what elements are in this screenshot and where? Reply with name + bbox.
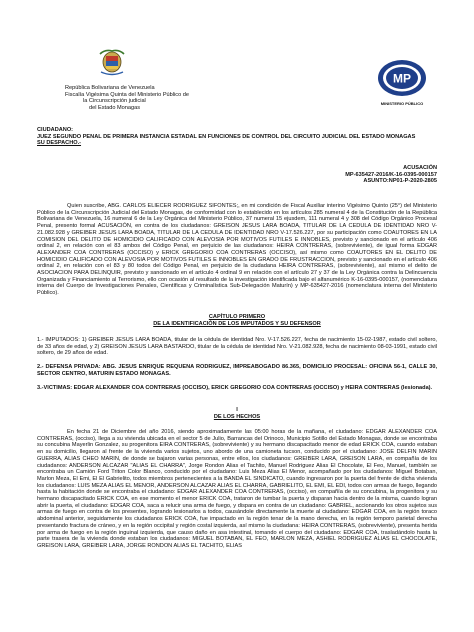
mp-number: MP-635427-2016/K-16-0395-000157	[345, 171, 437, 178]
logo-caption: MINISTERIO PÚBLICO	[380, 101, 424, 106]
coat-of-arms-icon	[97, 46, 127, 76]
defensa-paragraph: 2.- DEFENSA PRIVADA: ABG. JESUS ENRIQUE REQUENA RODRIGUEZ, IMPREABOGADO 86.365, DOMICILIO PROCESAL: OFICINA 56-1, CALLE 30, SECTOR CENTRO, MATURIN ESTADO MONAGAS.	[37, 364, 437, 377]
institution-line: la Circunscripción judicial	[83, 98, 146, 105]
addressee-block	[37, 127, 437, 147]
document-type: ACUSACIÓN	[403, 165, 437, 171]
section-title: DE LOS HECHOS	[213, 414, 261, 420]
institution-line: del Estado Monagas	[89, 104, 140, 111]
chapter-subtitle: DE LA IDENTIFICACIÓN DE LOS IMPUTADOS Y SU DEFENSOR	[153, 321, 321, 327]
chapter-title: CAPÍTULO PRIMERO	[208, 314, 266, 320]
institution-line: Fiscalía Vigésima Quinta del Ministerio Público de	[65, 91, 189, 98]
addressee-title: CIUDADANO:	[37, 127, 74, 133]
logo-letters: MP	[393, 71, 411, 86]
victimas-paragraph: 3.-VICTIMAS: EDGAR ALEXANDER COA CONTRERAS (OCCISO), ERICK GREGORIO COA CONTRERAS (OCCISO) y HEIRA CONTRERAS (lesionada).	[37, 385, 433, 391]
ministerio-publico-logo-icon	[376, 58, 428, 98]
institution-line: República Bolivariana de Venezuela	[65, 85, 155, 91]
section-numeral: I	[236, 407, 238, 413]
reference-block	[37, 165, 437, 185]
intro-paragraph: Quien suscribe, ABG. CARLOS ELIECER RODRIGUEZ SIFONTES;, en mi condición de Fiscal Auxiliar interino Vigésimo Quinto (25°) del Ministerio Público de la Circunscripción Judicial del Estado Monagas, de conformidad con lo establecido en los artículos 285 numeral 4 de la Constitución de la República Bolivariana de Venezuela, 16 numeral 6 de la Ley Orgánica del Ministerio Público, 37 numeral 15 ejusdem, 111 numeral 4 y 308 del Código Orgánico Procesal Penal, presento formal ACUSACIÓN, en contra de los ciudadanos: GREISON JESUS LARA BOADA, TITULAR DE LA CEDULA DE IDENTIDAD NRO V-21.082.928 y GREIBER JESUS LARA BOADA, TITULAR DE LA CEDULA DE IDENTIDAD NRO V-17.526.227, por su participación como COAUTORES EN LA COMISION DEL DELITO DE HOMICIDIO CALIFICADO CON ALEVOSIA POR MOTIVOS FUTILES E INNOBLES, previsto y sancionado en el artículo 406 ordinal 2, en relación con el 83 ambos del Código Penal, en perjuicio de las ciudadanos: HEIRA CONTRERAS, (sobreviviente), de igual forma EDGAR ALEXANDER COA CONTRERAS (OCCISO) y ERICK GREGORIO COA CONTRERAS (OCCISO), así mismo como COAUTORES EN EL DELITO DE HOMICIDIO CALIFICADO CON ALEVOSIA POR MOTIVOS FUTILES E INNOBLES EN GRADO DE FRUSTRACCION, previsto y sancionado en el artículo 406 ordinal 2, en relación con el 83 y 80 todos del Código Penal, en perjuicio de la ciudadana HEIRA CONTRERAS, (sobreviviente), así mismo el delito de ASOCIACION PARA DELINQUIR, previsto y sancionado en el artículo 4 ordinal 9 en relación con el artículo 27 y 37 de la Ley Orgánica contra la Delincuencia Organizada y Financiamiento al Terrorismo, ello con ocasión al resultado de la investigación identificada bajo el alfanumérico K-16-0395-000157, (nomenclatura interna del Cuerpo de Investigaciones Penales, Científicas y Criminalística Sub-Delegación Maturín) y MP-635427-2016 (nomenclatura interna del Ministerio Público).	[37, 203, 437, 297]
imputados-paragraph: 1.- IMPUTADOS: 1) GREIBER JESUS LARA BOADA, titular de la cédula de identidad Nro. V-17.526.227, fecha de nacimiento 15-02-1987, estado civil soltero, de 33 años de edad, y 2) GREISON JESUS LARA BASTARDO, titular de la cédula de identidad Nro. V-21.082.928, fecha de nacimiento 08-03-1991, estado civil soltero, de 29 años de edad.	[37, 337, 437, 357]
institution-header	[65, 85, 285, 111]
hechos-paragraph: En fecha 21 de Diciembre del año 2016, siendo aproximadamente las 05:00 horas de la mañana, el ciudadano: EDGAR ALEXANDER COA CONTRERAS, (occiso), llega a su vivienda ubicada en el sector 5 de Julio, Barrancas del Orinoco, Municipio Sotillo del Estado Monagas, donde se encontraba su concubina Mayerlin Gonzalez, su progenitora EIRA CONTRERAS, (sobreviviente) y su hermano discapacitado menor de edad ERICK COA, cuando estaban en su domicilio, llegaron al frente de la vivienda varios sujetos, uno abordo de una camioneta tucson, conducido por el ciudadano: JOSE DELFIN MARIN GUERRA, ALIAS CHEO MARIN, de donde se bajaron varias personas, entre ellos, los ciudadanos: GREIBER LARA, GREISON LARA, en compañía de los ciudadanos: ANDERSON ALCAZAR "ALIAS EL CHARRA", Jorge Rondon Alias el Tachito, Manuel Rodriguez Alias El Chocolate, El Feo, Manuel, también se encontraba un Camión Ford Triton Color Blanco, conducido por el ciudadano: Luis Meza Alias El Menor, acompañado por los ciudadanos: Miguel Botaban, Marlon Meza, El Emi, El El Gabrielito, todos miembros pertenecientes a la BANDA EL SINDICATO, cuando ingresaron por la puerta del frente de dicha vivienda los ciudadanos: LUIS MEZA ALIAS EL MENOR, ANDERSON ALCAZAR ALIAS EL CHARRA, GABRIELITO, EL EMI, EL EDI, todos con armas de fuego, llegando hasta la habitación donde se encontraba el ciudadano: EDGAR ALEXANDER COA CONTRERAS, (occiso), en compañía de su concubina, la progenitora y su hermano discapacitado ERICK COA, en ese momento el menor ERICK COA, trataron de tumbar la puerta y disparan hacia dentro de la misma, cuando logran abrir la puerta, el ciudadano: EDGAR COA, saca a relucir una arma de fuego, y dispara en contra de un ciudadano: GABRIEL, accionando los otros sujetos sus armas de fuego en contra de los presentes, logrando lesionarlos a todos, causándole directamente la muerte al ciudadano: EDGAR COA, en la región toraco abdominal anterior, seguidamente los ciudadanos ERICK COA, fue impactado en la región tenar de la mano derecha, en la región temporo parietal derecha presentando fractura de cráneo, y en la región occipital y región costal izquierda, así mismo la ciudadana: HEIRA CONTRERAS, (sobreviviente), presenta herida por arma de fuego en la región inguinal izquierda, que causo daño en asa intestinal, tomando el cuerpo del ciudadano: EDGAR COA, trasladándolo hasta la parte trasera de la vivienda donde estaban los ciudadanos: MIGUEL BOTABAN, EL FEO, MARLON MEZA, ASHIEL RODRIGUEZ ALIAS EL CHOCOLATE, GREISON LARA, GREIBER LARA, JORGE RONDON ALIAS EL TACHITO, ELIAS	[37, 429, 437, 549]
asunto-number: ASUNTO:NP01-P-2020-2805	[363, 178, 437, 185]
addressee-court: JUEZ SEGUNDO PENAL DE PRIMERA INSTANCIA ESTADAL EN FUNCIONES DE CONTROL DEL CIRCUITO JUDICIAL DEL ESTADO MONAGAS	[37, 133, 416, 140]
addressee-despacho: SU DESPACHO.-	[37, 140, 82, 147]
